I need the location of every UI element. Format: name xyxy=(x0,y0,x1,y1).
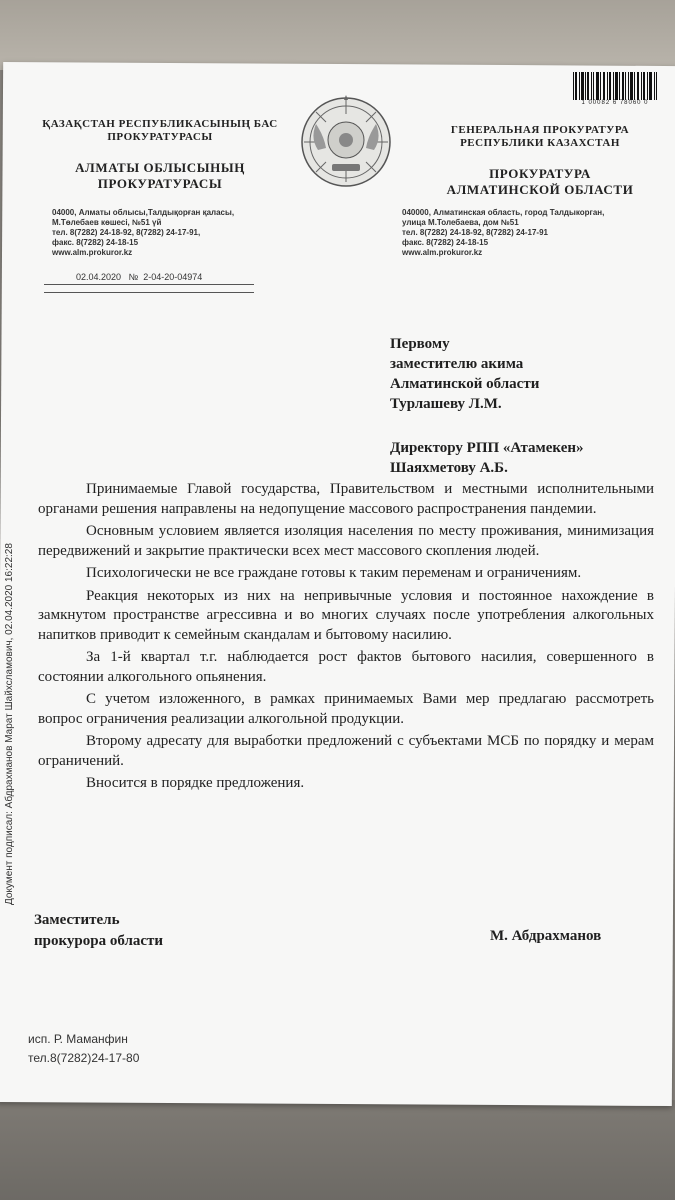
addressee-line: Турлашеву Л.М. xyxy=(390,396,502,412)
state-emblem-icon xyxy=(296,92,396,192)
address-kazakh-line: М.Төлебаев көшесі, №51 үй xyxy=(52,218,162,227)
addressee-line: Шаяхметову А.Б. xyxy=(390,460,508,476)
header-kazakh-line2: ПРОКУРАТУРАСЫ xyxy=(107,131,213,143)
header-russian-office2: АЛМАТИНСКОЙ ОБЛАСТИ xyxy=(446,182,634,197)
photo-background-top xyxy=(0,0,675,70)
header-russian-office1: ПРОКУРАТУРА xyxy=(489,166,591,181)
address-russian-line: 040000, Алматинская область, город Талдыкорган, xyxy=(402,208,605,217)
body-paragraph: Основным условием является изоляция населения по месту проживания, минимизация передвижений и закрытие практически всех мест массового скопления людей. xyxy=(38,523,654,559)
address-kazakh-line: 04000, Алматы облысы,Талдықорған қаласы, xyxy=(52,208,235,217)
signature-title-line2: прокурора области xyxy=(34,933,164,949)
header-kazakh-line1: ҚАЗАҚСТАН РЕСПУБЛИКАСЫНЫҢ БАС xyxy=(42,118,278,130)
registration-date: 02.04.2020 xyxy=(76,272,122,282)
addressee-line: Первому xyxy=(390,336,450,352)
header-russian-line1: ГЕНЕРАЛЬНАЯ ПРОКУРАТУРА xyxy=(450,124,630,136)
header-kazakh-office2: ПРОКУРАТУРАСЫ xyxy=(97,176,223,191)
header-russian-line2: РЕСПУБЛИКИ КАЗАХСТАН xyxy=(460,137,620,149)
address-russian-line: тел. 8(7282) 24-18-92, 8(7282) 24-17-91 xyxy=(402,228,548,237)
barcode xyxy=(572,72,658,112)
address-russian-line: факс. 8(7282) 24-18-15 xyxy=(402,238,489,247)
photo-background-bottom xyxy=(0,1100,675,1200)
letter-body xyxy=(38,480,654,797)
address-kazakh-line: тел. 8(7282) 24-18-92, 8(7282) 24-17-91, xyxy=(52,228,201,237)
header-russian xyxy=(420,124,660,198)
header-kazakh xyxy=(40,118,280,192)
e-signature-stamp: Документ подписал: Абдрахманов Марат Шайхсламович, 02.04.2020 16:22:28 xyxy=(4,543,15,905)
body-paragraph: Реакция некоторых из них на непривычные условия и постоянное нахождение в замкнутом пространстве агрессивна и во многих случаях после употребления алкогольных напитков приводит к семейным скандалам и бытовому насилию. xyxy=(38,587,654,643)
body-paragraph: Второму адресату для выработки предложений с субъектами МСБ по порядку и мерам ограничений. xyxy=(38,733,654,769)
body-paragraph: За 1-й квартал т.г. наблюдается рост фактов бытового насилия, совершенного в состоянии алкогольного опьянения. xyxy=(38,649,654,685)
address-kazakh xyxy=(52,208,282,258)
body-paragraph: Психологически не все граждане готовы к таким переменам и ограничениям. xyxy=(86,565,582,581)
addressee-line: заместителю акима xyxy=(390,356,524,372)
body-paragraph: Принимаемые Главой государства, Правительством и местными исполнительными органами решения направлены на недопущение массового распространения пандемии. xyxy=(38,481,654,517)
barcode-icon xyxy=(572,72,658,100)
executor-name: исп. Р. Маманфин xyxy=(28,1032,128,1046)
address-kazakh-line: www.alm.prokuror.kz xyxy=(52,248,133,257)
executor-info xyxy=(28,1030,228,1068)
addressee-line: Директору РПП «Атамекен» xyxy=(390,440,584,456)
signature-title-line1: Заместитель xyxy=(34,912,120,928)
addressee-line: Алматинской области xyxy=(390,376,540,392)
executor-phone: тел.8(7282)24-17-80 xyxy=(28,1051,140,1065)
address-russian-line: улица М.Толебаева, дом №51 xyxy=(402,218,519,227)
registration-line xyxy=(44,272,254,296)
address-russian xyxy=(402,208,642,258)
barcode-number: 1 00082 6 78060 0 xyxy=(581,100,649,106)
registration-values xyxy=(76,272,202,282)
body-paragraph: С учетом изложенного, в рамках принимаемых Вами мер предлагаю рассмотреть вопрос ограничения реализации алкогольной продукции. xyxy=(38,691,654,727)
registration-number: 2-04-20-04974 xyxy=(143,272,203,282)
header-kazakh-office1: АЛМАТЫ ОБЛЫСЫНЫҢ xyxy=(75,160,245,175)
body-paragraph: Вносится в порядке предложения. xyxy=(86,775,305,791)
addressees-block xyxy=(390,334,660,478)
address-russian-line: www.alm.prokuror.kz xyxy=(402,248,483,257)
signature-name: М. Абдрахманов xyxy=(490,928,602,944)
signature-title xyxy=(34,910,254,952)
registration-number-label: № xyxy=(128,272,139,282)
address-kazakh-line: факс. 8(7282) 24-18-15 xyxy=(52,238,139,247)
